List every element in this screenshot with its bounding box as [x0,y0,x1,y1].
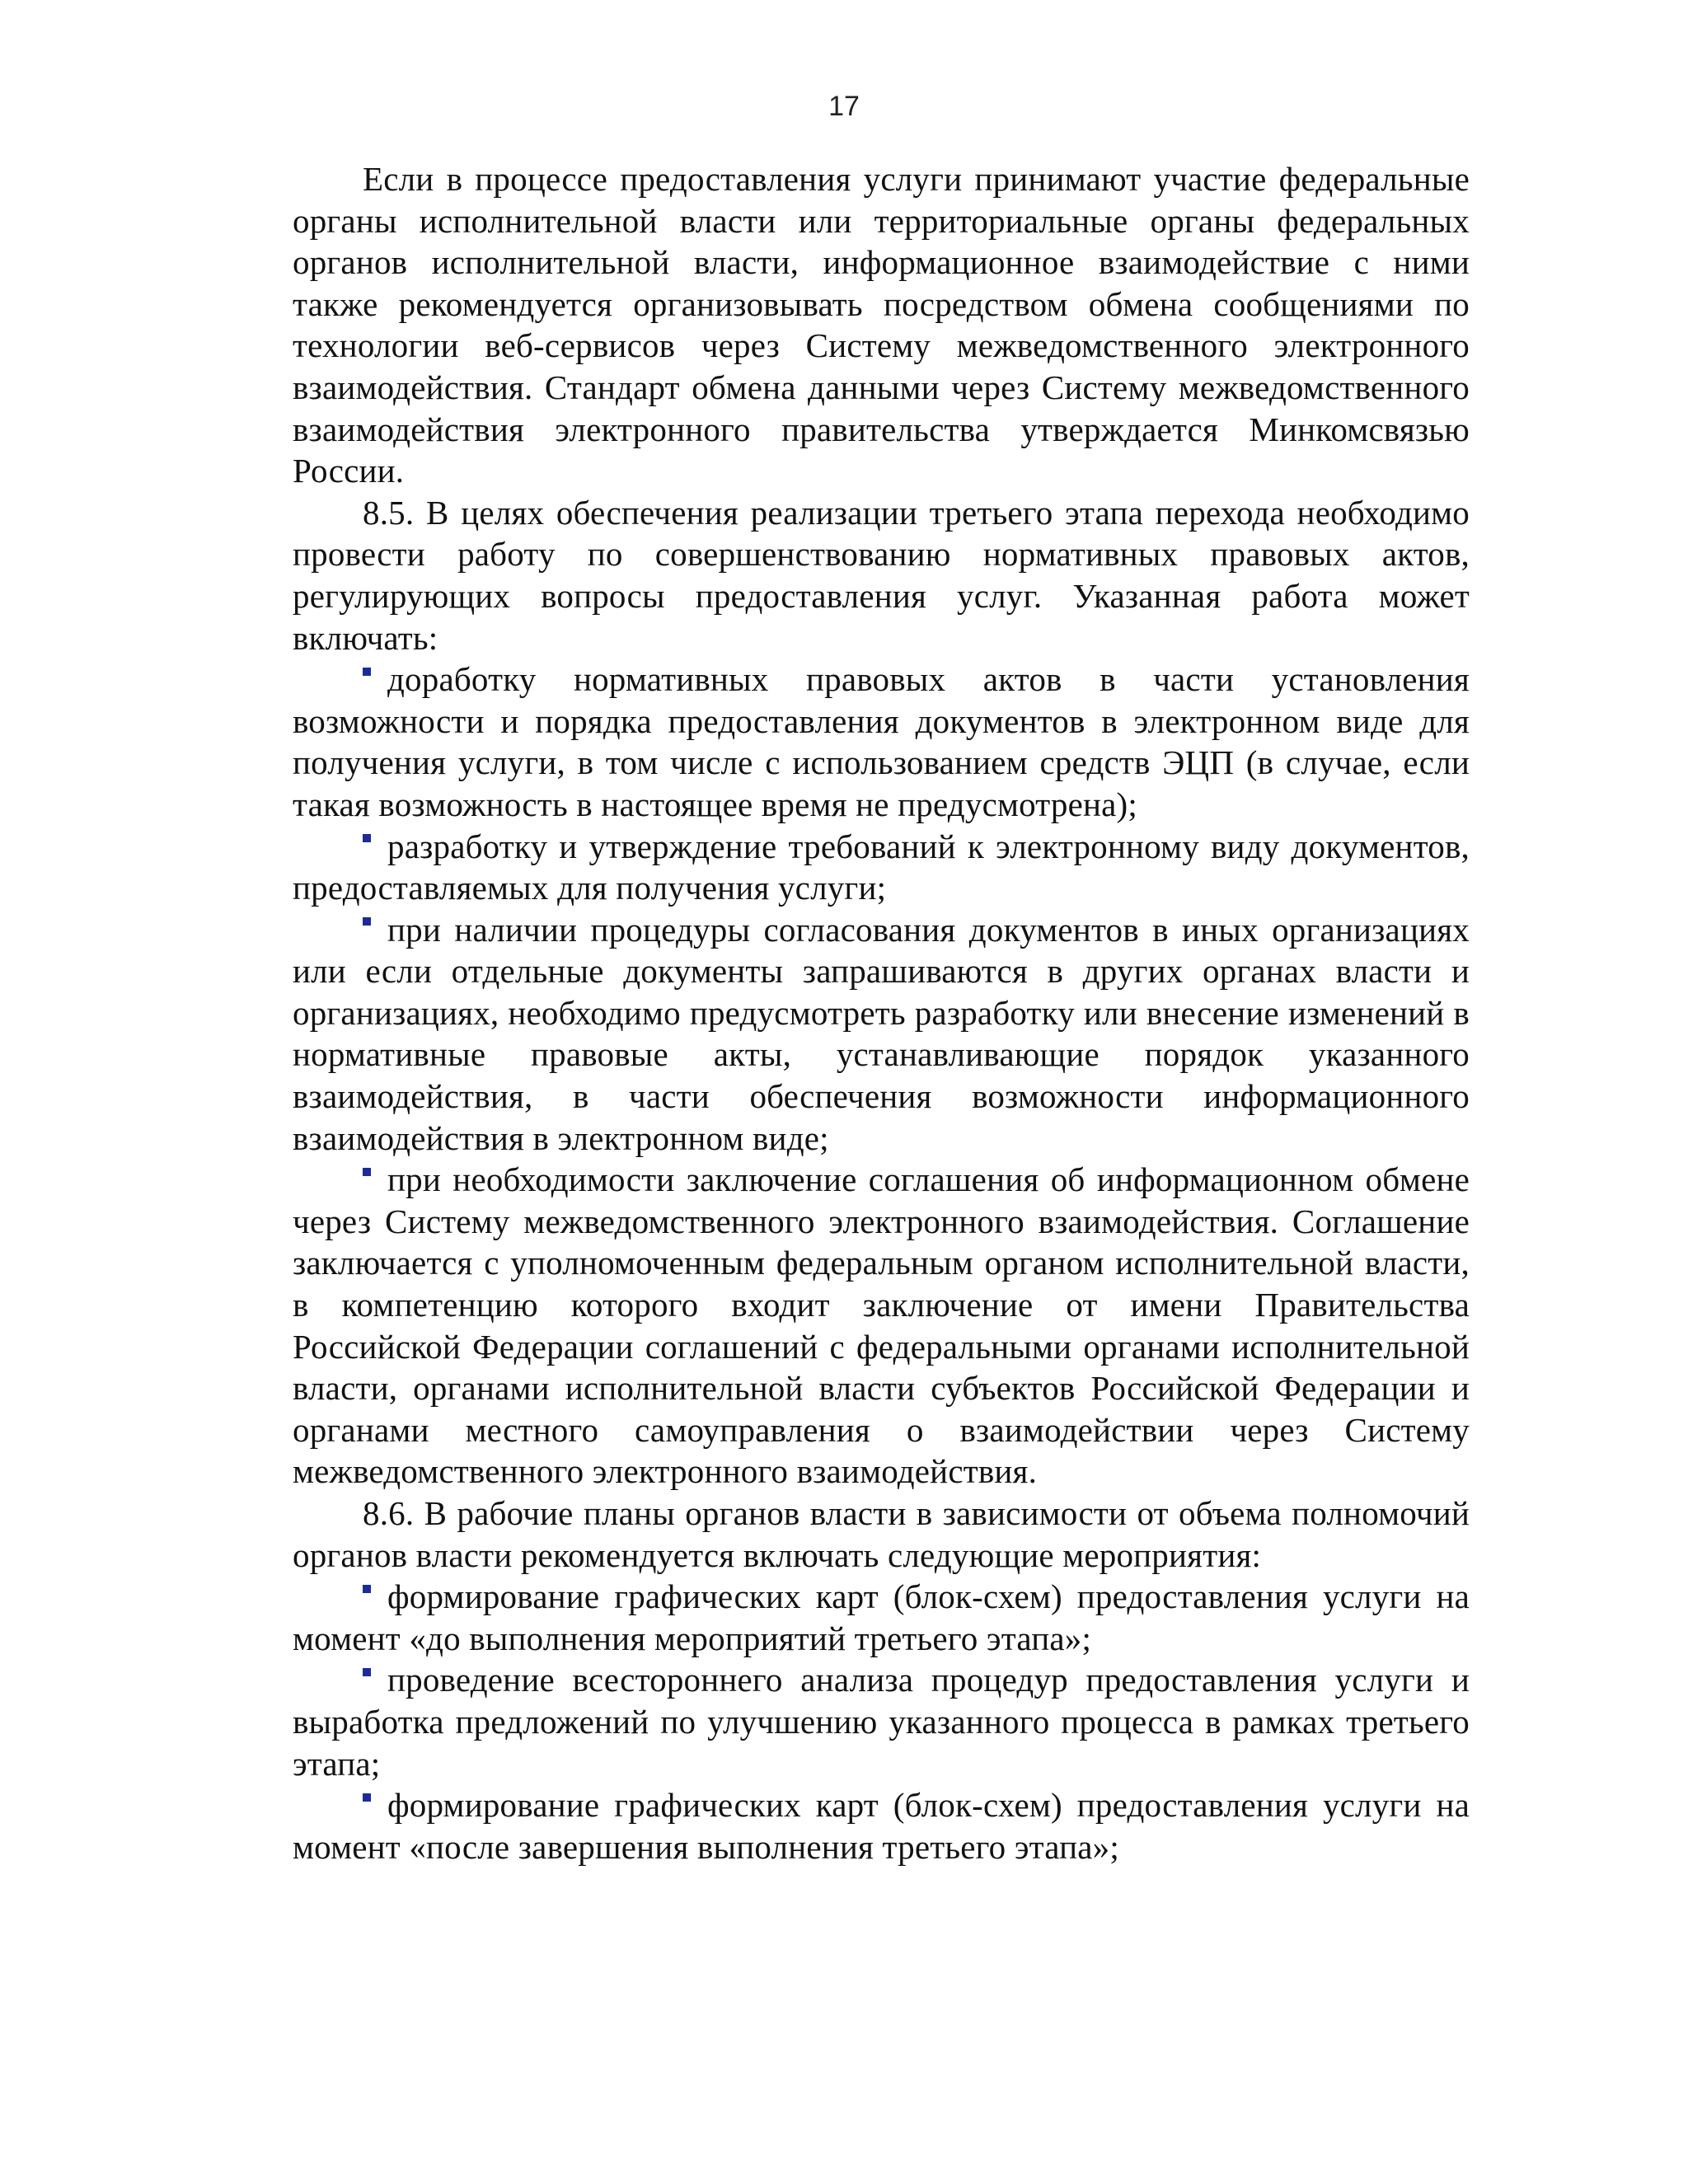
list-item-text: формирование графических карт (блок-схем) предоставления услуги на момент «до выполнения мероприятий третьего этапа»; [293,1577,1470,1657]
square-bullet-icon [363,1168,371,1176]
list-item [293,658,1470,825]
square-bullet-icon [363,917,371,926]
list-item-text: проведение всестороннего анализа процедур предоставления услуги и выработка предложений по улучшению указанного процесса в рамках третьего этапа; [293,1661,1470,1783]
square-bullet-icon [363,834,371,842]
paragraph-federal-bodies: Если в процессе предоставления услуги принимают участие федеральные органы исполнительной власти или территориальные органы федеральных органов исполнительной власти, информационное взаимодействие с ними также рекомендуется организовывать посредством обмена сообщениями по технологии веб-сервисов через Систему межведомственного электронного взаимодействия. Стандарт обмена данными через Систему межведомственного взаимодействия электронного правительства утверждается Минкомсвязью России. [293,160,1470,490]
list-item [293,1659,1470,1784]
list-item [293,909,1470,1160]
document-body [293,158,1470,1868]
square-bullet-icon [363,1793,371,1802]
list-item-text: формирование графических карт (блок-схем) предоставления услуги на момент «после завершения выполнения третьего этапа»; [293,1786,1470,1866]
list-item [293,1576,1470,1659]
paragraph-8-6: 8.6. В рабочие планы органов власти в зависимости от объема полномочий органов власти рекомендуется включать следующие мероприятия: [293,1494,1470,1574]
list-item [293,826,1470,909]
list-item [293,1784,1470,1868]
list-item-text: при наличии процедуры согласования документов в иных организациях или если отдельные документы запрашиваются в других органах власти и организациях, необходимо предусмотреть разработку или внесение изменений в нормативные правовые акты, устанавливающие порядок указанного взаимодействия, в части обеспечения возможности информационного взаимодействия в электронном виде; [293,910,1470,1157]
list-item [293,1159,1470,1493]
paragraph-8-5: 8.5. В целях обеспечения реализации третьего этапа перехода необходимо провести работу по совершенствованию нормативных правовых актов, регулирующих вопросы предоставления услуг. Указанная работа может включать: [293,493,1470,657]
list-item-text: разработку и утверждение требований к электронному виду документов, предоставляемых для получения услуги; [293,827,1470,907]
page-number: 17 [828,91,860,122]
list-item-text: доработку нормативных правовых актов в части установления возможности и порядка предоставления документов в электронном виде для получения услуги, в том числе с использованием средств ЭЦП (в случае, если такая возможность в настоящее время не предусмотрена); [293,660,1470,823]
list-item-text: при необходимости заключение соглашения об информационном обмене через Систему межведомственного электронного взаимодействия. Соглашение заключается с уполномоченным федеральным органом исполнительной власти, в компетенцию которого входит заключение от имени Правительства Российской Федерации соглашений с федеральными органами исполнительной власти, органами исполнительной власти субъектов Российской Федерации и органами местного самоуправления о взаимодействии через Систему межведомственного электронного взаимодействия. [293,1160,1470,1491]
square-bullet-icon [363,1668,371,1676]
square-bullet-icon [363,668,371,676]
square-bullet-icon [363,1585,371,1593]
